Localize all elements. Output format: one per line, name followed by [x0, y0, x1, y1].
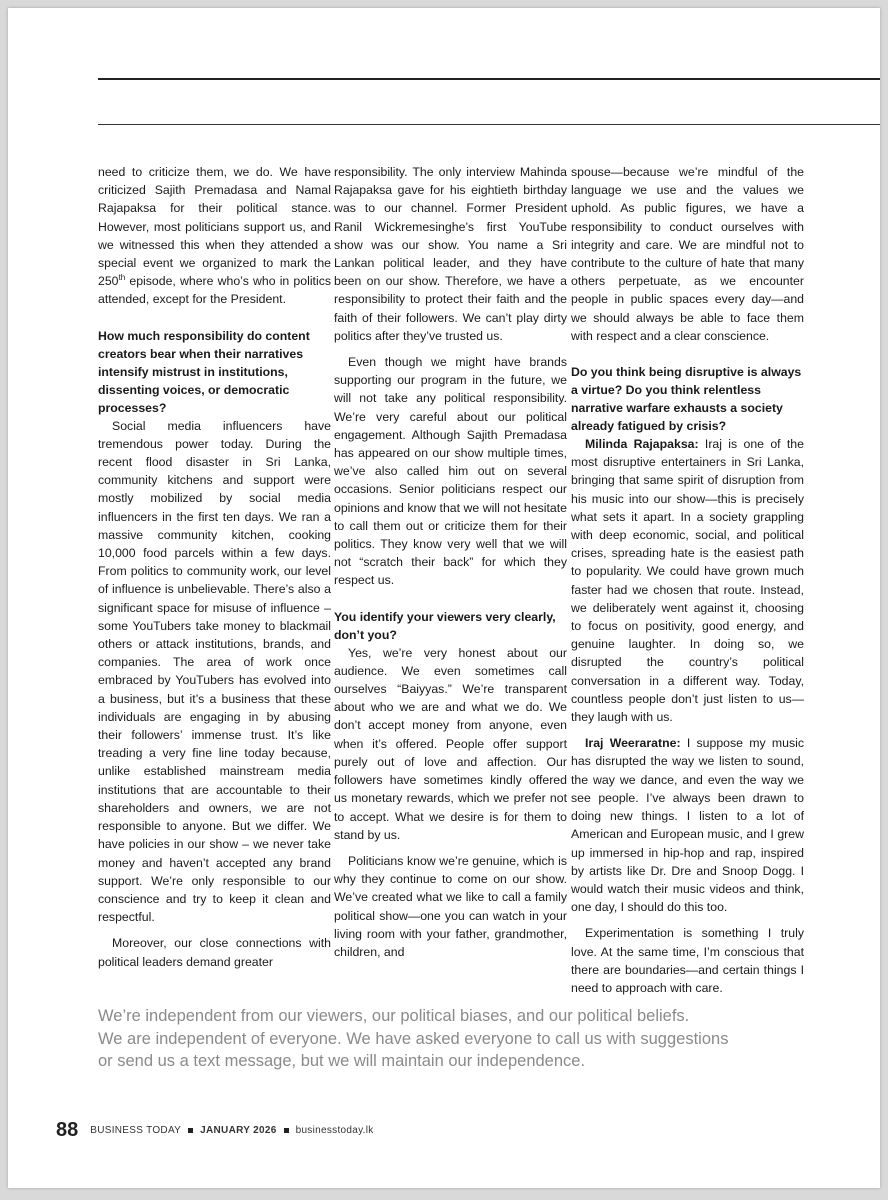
- pull-quote-line: We are independent of everyone. We have asked everyone to call us with suggestions: [98, 1029, 729, 1048]
- website-link[interactable]: businesstoday.lk: [295, 1124, 374, 1136]
- paragraph: need to criticize them, we do. We have criticized Sajith Premadasa and Namal Rajapaksa for their political stance. However, most politicians support us, and we witnessed this when they attended a special event we organized to mark the 250th episode, where who’s who in politics attended, except for the President.: [98, 165, 331, 307]
- page-footer: [56, 1120, 374, 1140]
- page-number: 88: [56, 1118, 79, 1141]
- paragraph: Even though we might have brands supporting our program in the future, we will not take any political responsibility. We’re very careful about our political engagement. Although Sajith Premadasa has appeared on our show multiple times, we’ve also called him out on several occasions. Senior politicians respect our opinions and know that we will not hesitate to call them out or criticize them for their politics. They know very well that we will not “scratch their back” for which they respect us.: [334, 355, 567, 588]
- separator-square-icon: [188, 1128, 193, 1133]
- interview-question: How much responsibility do content creators bear when their narratives intensify mistrust in institutions, dissenting voices, or democratic processes?: [98, 328, 310, 415]
- pull-quote: [98, 1005, 778, 1073]
- paragraph: Moreover, our close connections with political leaders demand greater: [98, 936, 331, 969]
- article-column-2: [334, 163, 567, 961]
- publication-name: BUSINESS TODAY: [90, 1124, 182, 1136]
- paragraph: Politicians know we’re genuine, which is why they continue to come on our show. We’ve created what we like to call a family political show—one you can watch in your living room with your father, grandmother, children, and: [334, 853, 567, 959]
- paragraph: Iraj Weeraratne: I suppose my music has disrupted the way we listen to sound, the way we dance, and even the way we see people. I’ve always been drawn to doing new things. I listen to a lot of American and European music, and I grew up immersed in hip-hop and rap, inspired by artists like Dr. Dre and Snoop Dogg. I would watch their music videos and think, one day, I should do this too.: [571, 736, 804, 915]
- paragraph: spouse—because we’re mindful of the language we use and the values we uphold. As public figures, we have a responsibility to conduct ourselves with integrity and care. We are mindful not to contribute to the culture of hate that many others perpetuate, as we encounter people in public spaces every day—and we should always be able to face them with respect and a clear conscience.: [571, 165, 804, 343]
- article-column-3: [571, 163, 804, 997]
- speaker-name: Milinda Rajapaksa:: [585, 437, 699, 452]
- magazine-page: [8, 8, 880, 1188]
- top-rule: [98, 78, 880, 80]
- paragraph: Experimentation is something I truly love. At the same time, I’m conscious that there are boundaries—and certain things I need to approach with care.: [571, 926, 804, 995]
- speaker-name: Iraj Weeraratne:: [585, 736, 681, 751]
- interview-question: Do you think being disruptive is always a virtue? Do you think relentless narrative warfare exhausts a society already fatigued by crisis?: [571, 365, 802, 434]
- paragraph: Milinda Rajapaksa: Iraj is one of the most disruptive entertainers in Sri Lanka, bringing that same spirit of disruption from his music into our show—this is precisely what sets it apart. In a society grappling with deep economic, social, and political crises, spreading hate is the easiest path to popularity. We could have grown much faster had we chosen that route. Instead, we deliberately went against it, choosing to focus on positivity, good energy, and genuine laughter. In doing so, we disrupted the country’s political conversation in a different way. Today, countless people don’t just listen to us—they laugh with us.: [571, 437, 804, 725]
- pull-quote-line: or send us a text message, but we will maintain our independence.: [98, 1052, 586, 1070]
- issue-date: JANUARY 2026: [200, 1124, 277, 1136]
- paragraph: Yes, we’re very honest about our audience. We even sometimes call ourselves “Baiyyas.” We’re transparent about who we are and what we do. We don’t accept money from anyone, even when it’s offered. People offer support purely out of love and affection. Our followers have sometimes kindly offered us monetary rewards, which we prefer not to accept. What we desire is for them to stand by us.: [334, 645, 567, 842]
- article-column-1: [98, 163, 331, 971]
- interview-question: You identify your viewers very clearly, don’t you?: [334, 609, 556, 642]
- paragraph: responsibility. The only interview Mahinda Rajapaksa gave for his eightieth birthday was to our channel. Former President Ranil Wickremesinghe’s first YouTube show was our show. You name a Sri Lankan political leader, and they have been on our show. Therefore, we have a responsibility to protect their faith and the faith of their followers. We can’t play dirty politics after they’ve trusted us.: [334, 165, 567, 343]
- paragraph: Social media influencers have tremendous power today. During the recent flood disaster in Sri Lanka, community kitchens and support were mostly mobilized by social media influencers in the first ten days. We ran a massive community kitchen, cooking 10,000 food parcels within a few days. From politics to community work, our level of influence is unbelievable. There’s also a significant space for misuse of influence – some YouTubers take money to blackmail others or attack institutions, brands, and companies. The area of work once embraced by YouTubers has evolved into a business, but it’s a business that these individuals are engaging in by abusing their followers’ immense trust. It’s like treading a very fine line today because, unlike established mainstream media institutions that are accountable to their shareholders and owners, we are not responsible to anyone. But we differ. We have policies in our show – we never take money and haven’t accepted any brand support. We’re only responsible to our conscience and try to keep it clean and respectful.: [98, 418, 331, 925]
- separator-square-icon: [284, 1128, 289, 1133]
- pull-quote-line: We’re independent from our viewers, our political biases, and our political beliefs.: [98, 1007, 690, 1025]
- header-rule: [98, 124, 880, 125]
